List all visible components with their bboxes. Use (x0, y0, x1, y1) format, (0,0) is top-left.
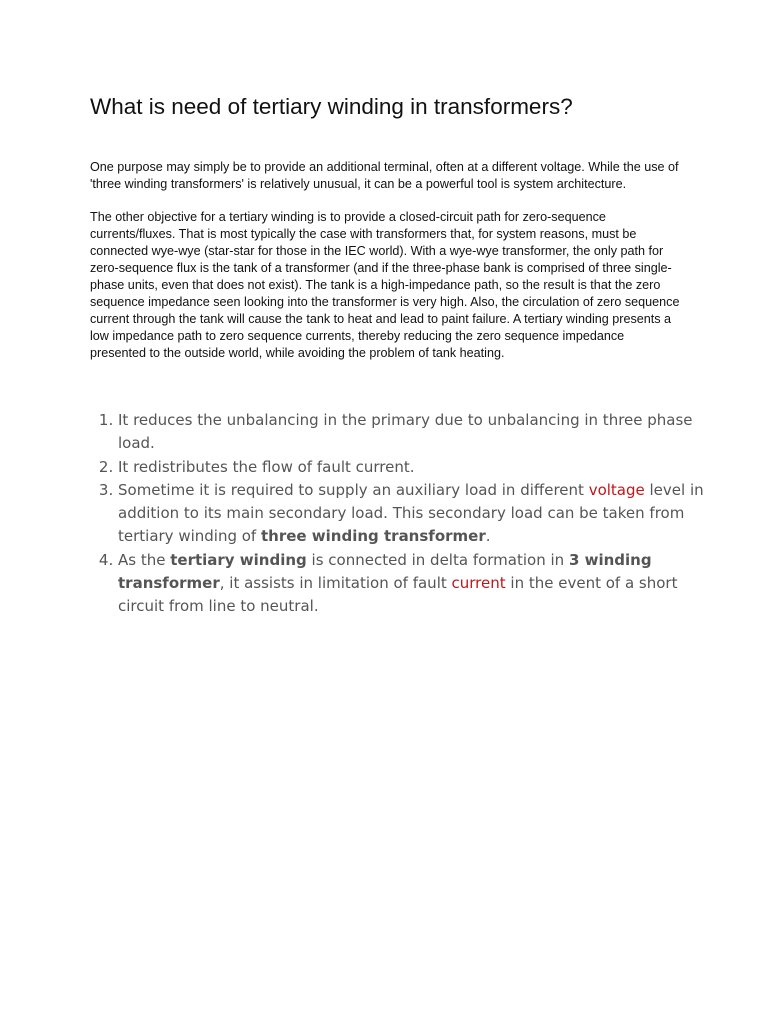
bold-term-3-winding-transformer: 3 winding transformer (118, 550, 652, 593)
list-item (118, 549, 718, 619)
list-item (118, 479, 718, 549)
benefits-list (90, 409, 718, 619)
voltage-link[interactable]: voltage (588, 480, 645, 499)
bold-term-tertiary-winding: tertiary winding (170, 550, 307, 569)
tertiary-objective-paragraph: The other objective for a tertiary winding is to provide a closed-circuit path for zero-sequence currents/fluxes. That is most typically the case with transformers that, for system reasons, must be connected wye-wye (star-star for those in the IEC world). With a wye-wye transformer, the only path for zero-sequence flux is the tank of a transformer (and if the three-phase bank is comprised of three single-phase units, even that does not exist). The tank is a high-impedance path, so the result is that the zero sequence impedance seen looking into the transformer is very high. Also, the circulation of zero sequence current through the tank will cause the tank to heat and lead to paint failure. A tertiary winding presents a low impedance path to zero sequence currents, thereby reducing the zero sequence impedance presented to the outside world, while avoiding the problem of tank heating. (90, 210, 680, 360)
bold-term-three-winding-transformer: three winding transformer (260, 527, 486, 546)
list-item-text: . (485, 527, 491, 546)
list-item-text: , it assists in limitation of fault (219, 574, 452, 593)
list-item-text: level in addition to its main secondary load. This secondary load can be taken from tertiary winding of (118, 480, 704, 546)
list-item (118, 409, 718, 456)
list-item (118, 456, 718, 479)
current-link[interactable]: current (451, 574, 506, 593)
page-title: What is need of tertiary winding in transformers? (90, 94, 573, 119)
list-item-text: Sometime it is required to supply an auxiliary load in different (118, 480, 589, 499)
intro-paragraph: One purpose may simply be to provide an additional terminal, often at a different voltage. While the use of 'three winding transformers' is relatively unusual, it can be a powerful tool is system architecture. (90, 160, 679, 191)
list-item-text: in the event of a short circuit from line to neutral. (118, 574, 678, 616)
list-item-text: As the (118, 550, 171, 569)
list-item-text: It redistributes the flow of fault current. (118, 457, 415, 476)
list-item-text: It reduces the unbalancing in the primary due to unbalancing in three phase load. (118, 411, 693, 453)
list-item-text: is connected in delta formation in (306, 550, 569, 569)
